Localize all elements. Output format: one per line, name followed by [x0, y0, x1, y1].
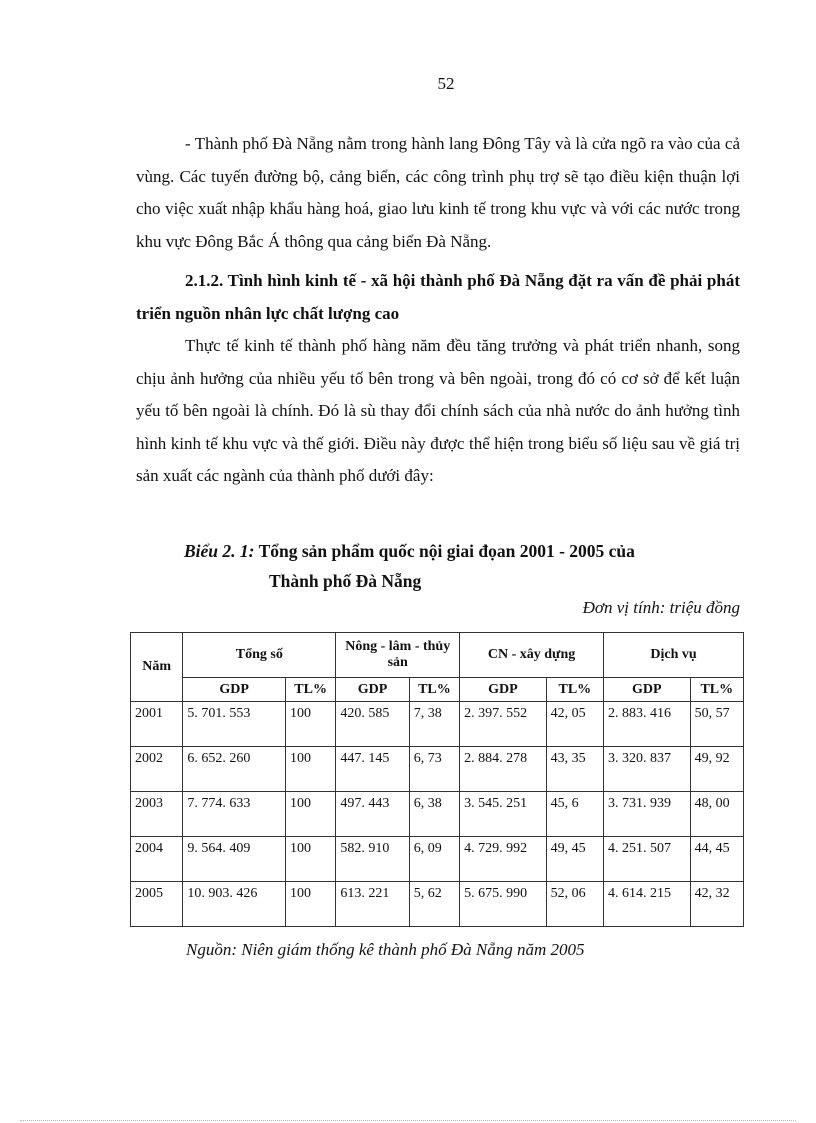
table-cell: 100: [285, 747, 335, 792]
subheader-gdp: GDP: [183, 678, 286, 702]
source-note: Nguồn: Niên giám thống kê thành phố Đà Nẵng năm 2005: [186, 940, 585, 959]
table-cell: 100: [285, 702, 335, 747]
table-cell: 100: [285, 792, 335, 837]
subheader-tl: TL%: [690, 678, 743, 702]
caption-title-line2: Thành phố Đà Nẵng: [269, 571, 422, 591]
table-cell: 447. 145: [336, 747, 409, 792]
table-cell: 3. 545. 251: [460, 792, 547, 837]
table-cell: 50, 57: [690, 702, 743, 747]
table-cell: 45, 6: [546, 792, 603, 837]
table-cell: 44, 45: [690, 837, 743, 882]
table-cell: 5. 701. 553: [183, 702, 286, 747]
subheader-tl: TL%: [546, 678, 603, 702]
table-row: [131, 792, 744, 837]
table-cell: 43, 35: [546, 747, 603, 792]
header-group-agriculture: Nông - lâm - thủy sản: [336, 633, 460, 678]
page-bottom-divider: [20, 1120, 796, 1121]
gdp-table: [130, 632, 744, 927]
table-row: [131, 837, 744, 882]
subheader-gdp: GDP: [604, 678, 691, 702]
table-cell: 582. 910: [336, 837, 409, 882]
table-cell: 5. 675. 990: [460, 882, 547, 927]
subheader-tl: TL%: [285, 678, 335, 702]
table-cell: 4. 729. 992: [460, 837, 547, 882]
table-cell: 2. 397. 552: [460, 702, 547, 747]
section-heading: 2.1.2. Tình hình kinh tế - xã hội thành phố Đà Nẵng đặt ra vấn đề phải phát triển nguồn nhân lực chất lượng cao: [136, 271, 740, 323]
table-cell: 2001: [131, 702, 183, 747]
table-cell: 6, 09: [409, 837, 459, 882]
table-cell: 48, 00: [690, 792, 743, 837]
table-cell: 2003: [131, 792, 183, 837]
table-cell: 613. 221: [336, 882, 409, 927]
page-number: 52: [437, 74, 455, 93]
subheader-gdp: GDP: [336, 678, 409, 702]
table-cell: 7, 38: [409, 702, 459, 747]
table-cell: 42, 05: [546, 702, 603, 747]
table-cell: 4. 614. 215: [604, 882, 691, 927]
table-row: [131, 882, 744, 927]
header-group-total: Tổng số: [183, 633, 336, 678]
table-cell: 2004: [131, 837, 183, 882]
table-cell: 7. 774. 633: [183, 792, 286, 837]
table-cell: 6. 652. 260: [183, 747, 286, 792]
table-cell: 6, 38: [409, 792, 459, 837]
table-cell: 9. 564. 409: [183, 837, 286, 882]
table-cell: 3. 320. 837: [604, 747, 691, 792]
subheader-tl: TL%: [409, 678, 459, 702]
table-cell: 5, 62: [409, 882, 459, 927]
table-cell: 3. 731. 939: [604, 792, 691, 837]
table-cell: 42, 32: [690, 882, 743, 927]
paragraph-hanh-lang: - Thành phố Đà Nẵng nằm trong hành lang Đông Tây và là cửa ngõ ra vào của cả vùng. Các tuyến đường bộ, cảng biển, các công trình phụ trợ sẽ tạo điều kiện thuận lợi cho việc xuất nhập khẩu hàng hoá, giao lưu kinh tế trong khu vực và với các nước trong khu vực Đông Bắc Á thông qua cảng biển Đà Nẵng.: [136, 134, 740, 251]
table-cell: 6, 73: [409, 747, 459, 792]
table-cell: 100: [285, 837, 335, 882]
table-cell: 100: [285, 882, 335, 927]
table-cell: 2002: [131, 747, 183, 792]
table-row: [131, 747, 744, 792]
subheader-gdp: GDP: [460, 678, 547, 702]
table-cell: 10. 903. 426: [183, 882, 286, 927]
table-body: [131, 702, 744, 927]
table-header-row: [131, 633, 744, 678]
table-subheader-row: [131, 678, 744, 702]
unit-note: Đơn vị tính: triệu đồng: [582, 598, 740, 617]
header-group-industry: CN - xây dựng: [460, 633, 604, 678]
paragraph-thuc-te: Thực tế kinh tế thành phố hàng năm đều tăng trưởng và phát triển nhanh, song chịu ảnh hưởng của nhiều yếu tố bên trong và bên ngoài, trong đó có cơ sở để kết luận yếu tố bên ngoài là chính. Đó là sù thay đổi chính sách của nhà nước do ảnh hưởng tình hình kinh tế khu vực và thế giới. Điều này được thể hiện trong biểu số liệu sau về giá trị sản xuất các ngành của thành phố dưới đây:: [136, 336, 740, 485]
table-cell: 49, 45: [546, 837, 603, 882]
table-cell: 4. 251. 507: [604, 837, 691, 882]
table-cell: 2. 883. 416: [604, 702, 691, 747]
header-group-services: Dịch vụ: [604, 633, 744, 678]
table-cell: 497. 443: [336, 792, 409, 837]
table-row: [131, 702, 744, 747]
table-cell: 49, 92: [690, 747, 743, 792]
table-cell: 420. 585: [336, 702, 409, 747]
caption-title-line1: Tổng sản phẩm quốc nội giai đọan 2001 - 2005 của: [258, 541, 635, 561]
table-caption: [184, 536, 740, 596]
table-cell: 2. 884. 278: [460, 747, 547, 792]
header-year: Năm: [131, 633, 183, 702]
table-cell: 2005: [131, 882, 183, 927]
table-cell: 52, 06: [546, 882, 603, 927]
caption-label: Biểu 2. 1:: [184, 541, 255, 561]
